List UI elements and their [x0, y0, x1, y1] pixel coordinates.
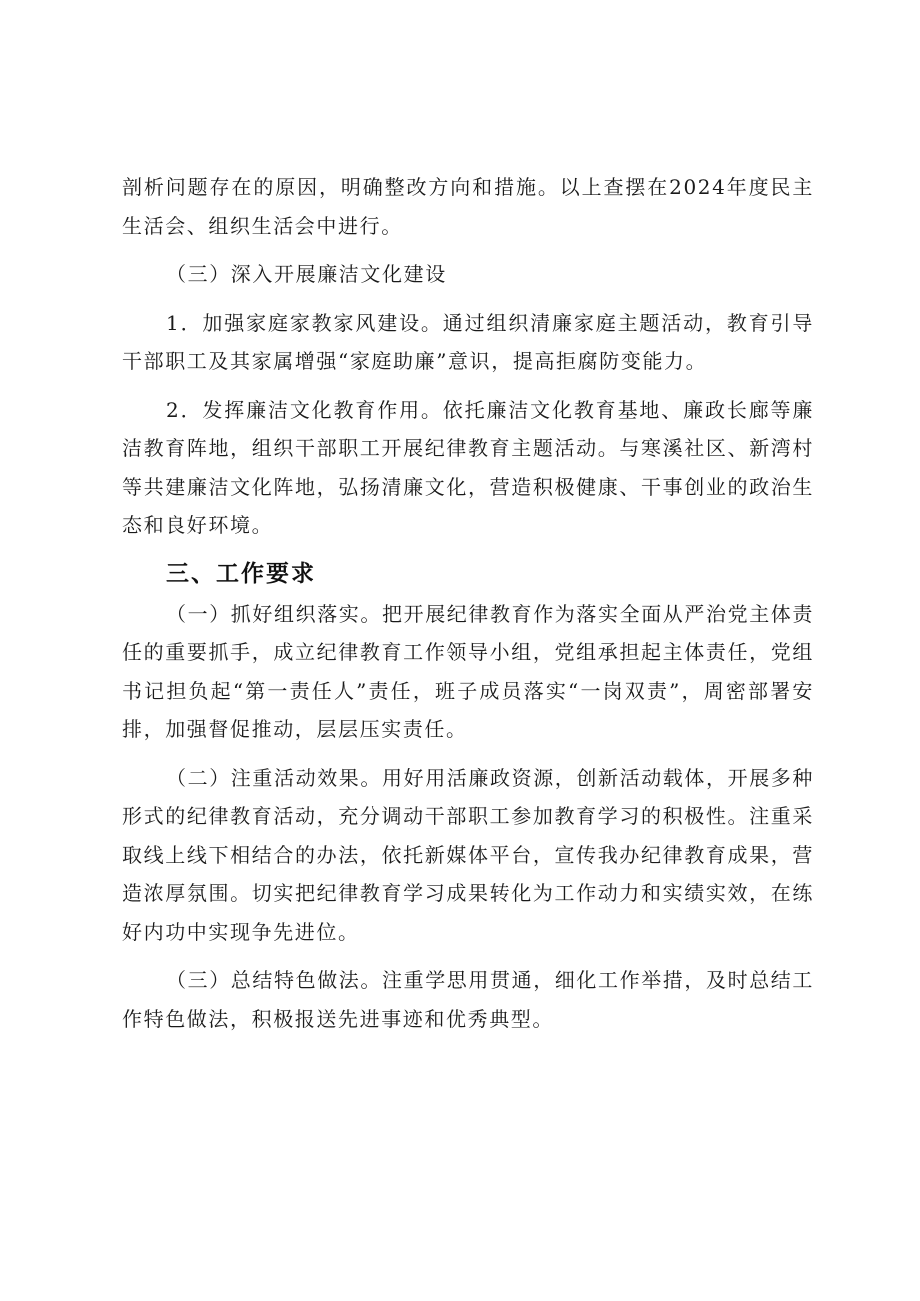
requirement-organization: （一）抓好组织落实。把开展纪律教育作为落实全面从严治党主体责任的重要抓手，成立纪律教育工作领导小组，党组承担起主体责任，党组书记担负起“第一责任人”责任，班子成员落实“一岗双责”，周密部署安排，加强督促推动，层层压实责任。	[122, 601, 814, 741]
requirement-summary: （三）总结特色做法。注重学思用贯通，细化工作举措，及时总结工作特色做法，积极报送先进事迹和优秀典型。	[122, 968, 814, 1031]
section-heading-requirements: 三、工作要求	[166, 560, 316, 587]
requirement-effect: （二）注重活动效果。用好用活廉政资源，创新活动载体，开展多种形式的纪律教育活动，充分调动干部职工参加教育学习的积极性。注重采取线上线下相结合的办法，依托新媒体平台，宣传我办纪律教育成果，营造浓厚氛围。切实把纪律教育学习成果转化为工作动力和实绩实效，在练好内功中实现争先进位。	[122, 765, 814, 944]
subsection-title-culture: （三）深入开展廉洁文化建设	[166, 262, 447, 286]
list-item-culture-education: 2．发挥廉洁文化教育作用。依托廉洁文化教育基地、廉政长廊等廉洁教育阵地，组织干部职工开展纪律教育主题活动。与寒溪社区、新湾村等共建廉洁文化阵地，弘扬清廉文化，营造积极健康、干事创业的政治生态和良好环境。	[122, 397, 814, 537]
document-body	[122, 168, 814, 1038]
list-item-family-ethics: 1．加强家庭家教家风建设。通过组织清廉家庭主题活动，教育引导干部职工及其家属增强“家庭助廉”意识，提高拒腐防变能力。	[122, 310, 814, 373]
paragraph-intro: 剖析问题存在的原因，明确整改方向和措施。以上查摆在2024年度民主生活会、组织生活会中进行。	[122, 175, 814, 238]
